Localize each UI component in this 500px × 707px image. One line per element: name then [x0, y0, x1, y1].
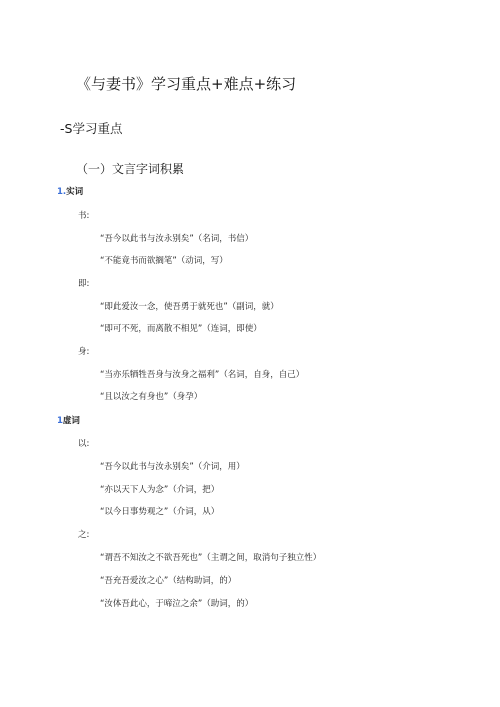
- example-line: “且以汝之有身也”（身孕）: [100, 392, 203, 402]
- group-heading-shici: [57, 186, 83, 198]
- example-line: “吾今以此书与汝永别矣”（名词，书信）: [100, 234, 254, 244]
- term-shen: 身:: [78, 347, 90, 357]
- group-number: 1.: [57, 187, 67, 197]
- example-line: “谓吾不知汝之不欲吾死也”（主谓之间，取消句子独立性）: [100, 553, 322, 563]
- document-title: 《与妻书》学习重点+难点+练习: [76, 75, 297, 93]
- group-label: 虚词: [62, 416, 80, 426]
- example-line: “当亦乐牺牲吾身与汝身之福利”（名词，自身，自己）: [100, 370, 305, 380]
- term-zhi: 之:: [78, 530, 90, 540]
- group-number: 1: [57, 416, 63, 426]
- group-heading-xuci: [57, 415, 80, 427]
- example-line: “即此爱汝一念，使吾勇于就死也”（副词，就）: [100, 302, 279, 312]
- example-line: “亦以天下人为念”（介词，把）: [100, 485, 220, 495]
- example-line: “即可不死，而离散不相见”（连词，即使）: [100, 324, 262, 334]
- subsection-heading: （一）文言字词积累: [76, 162, 185, 176]
- section-heading: -S学习重点: [60, 121, 123, 136]
- term-yi: 以:: [78, 439, 90, 449]
- group-label: 实词: [66, 187, 84, 197]
- example-line: “汝体吾此心，于啼泣之余”（助词，的）: [100, 599, 254, 609]
- example-line: “吾今以此书与汝永别矣”（介词，用）: [100, 462, 245, 472]
- term-ji: 即:: [78, 279, 90, 289]
- example-line: “不能竟书而欲搁笔”（动词，写）: [100, 256, 228, 266]
- example-line: “以今日事势观之”（介词，从）: [100, 507, 220, 517]
- example-line: “吾充吾爱汝之心”（结构助词，的）: [100, 576, 237, 586]
- term-shu: 书:: [78, 211, 90, 221]
